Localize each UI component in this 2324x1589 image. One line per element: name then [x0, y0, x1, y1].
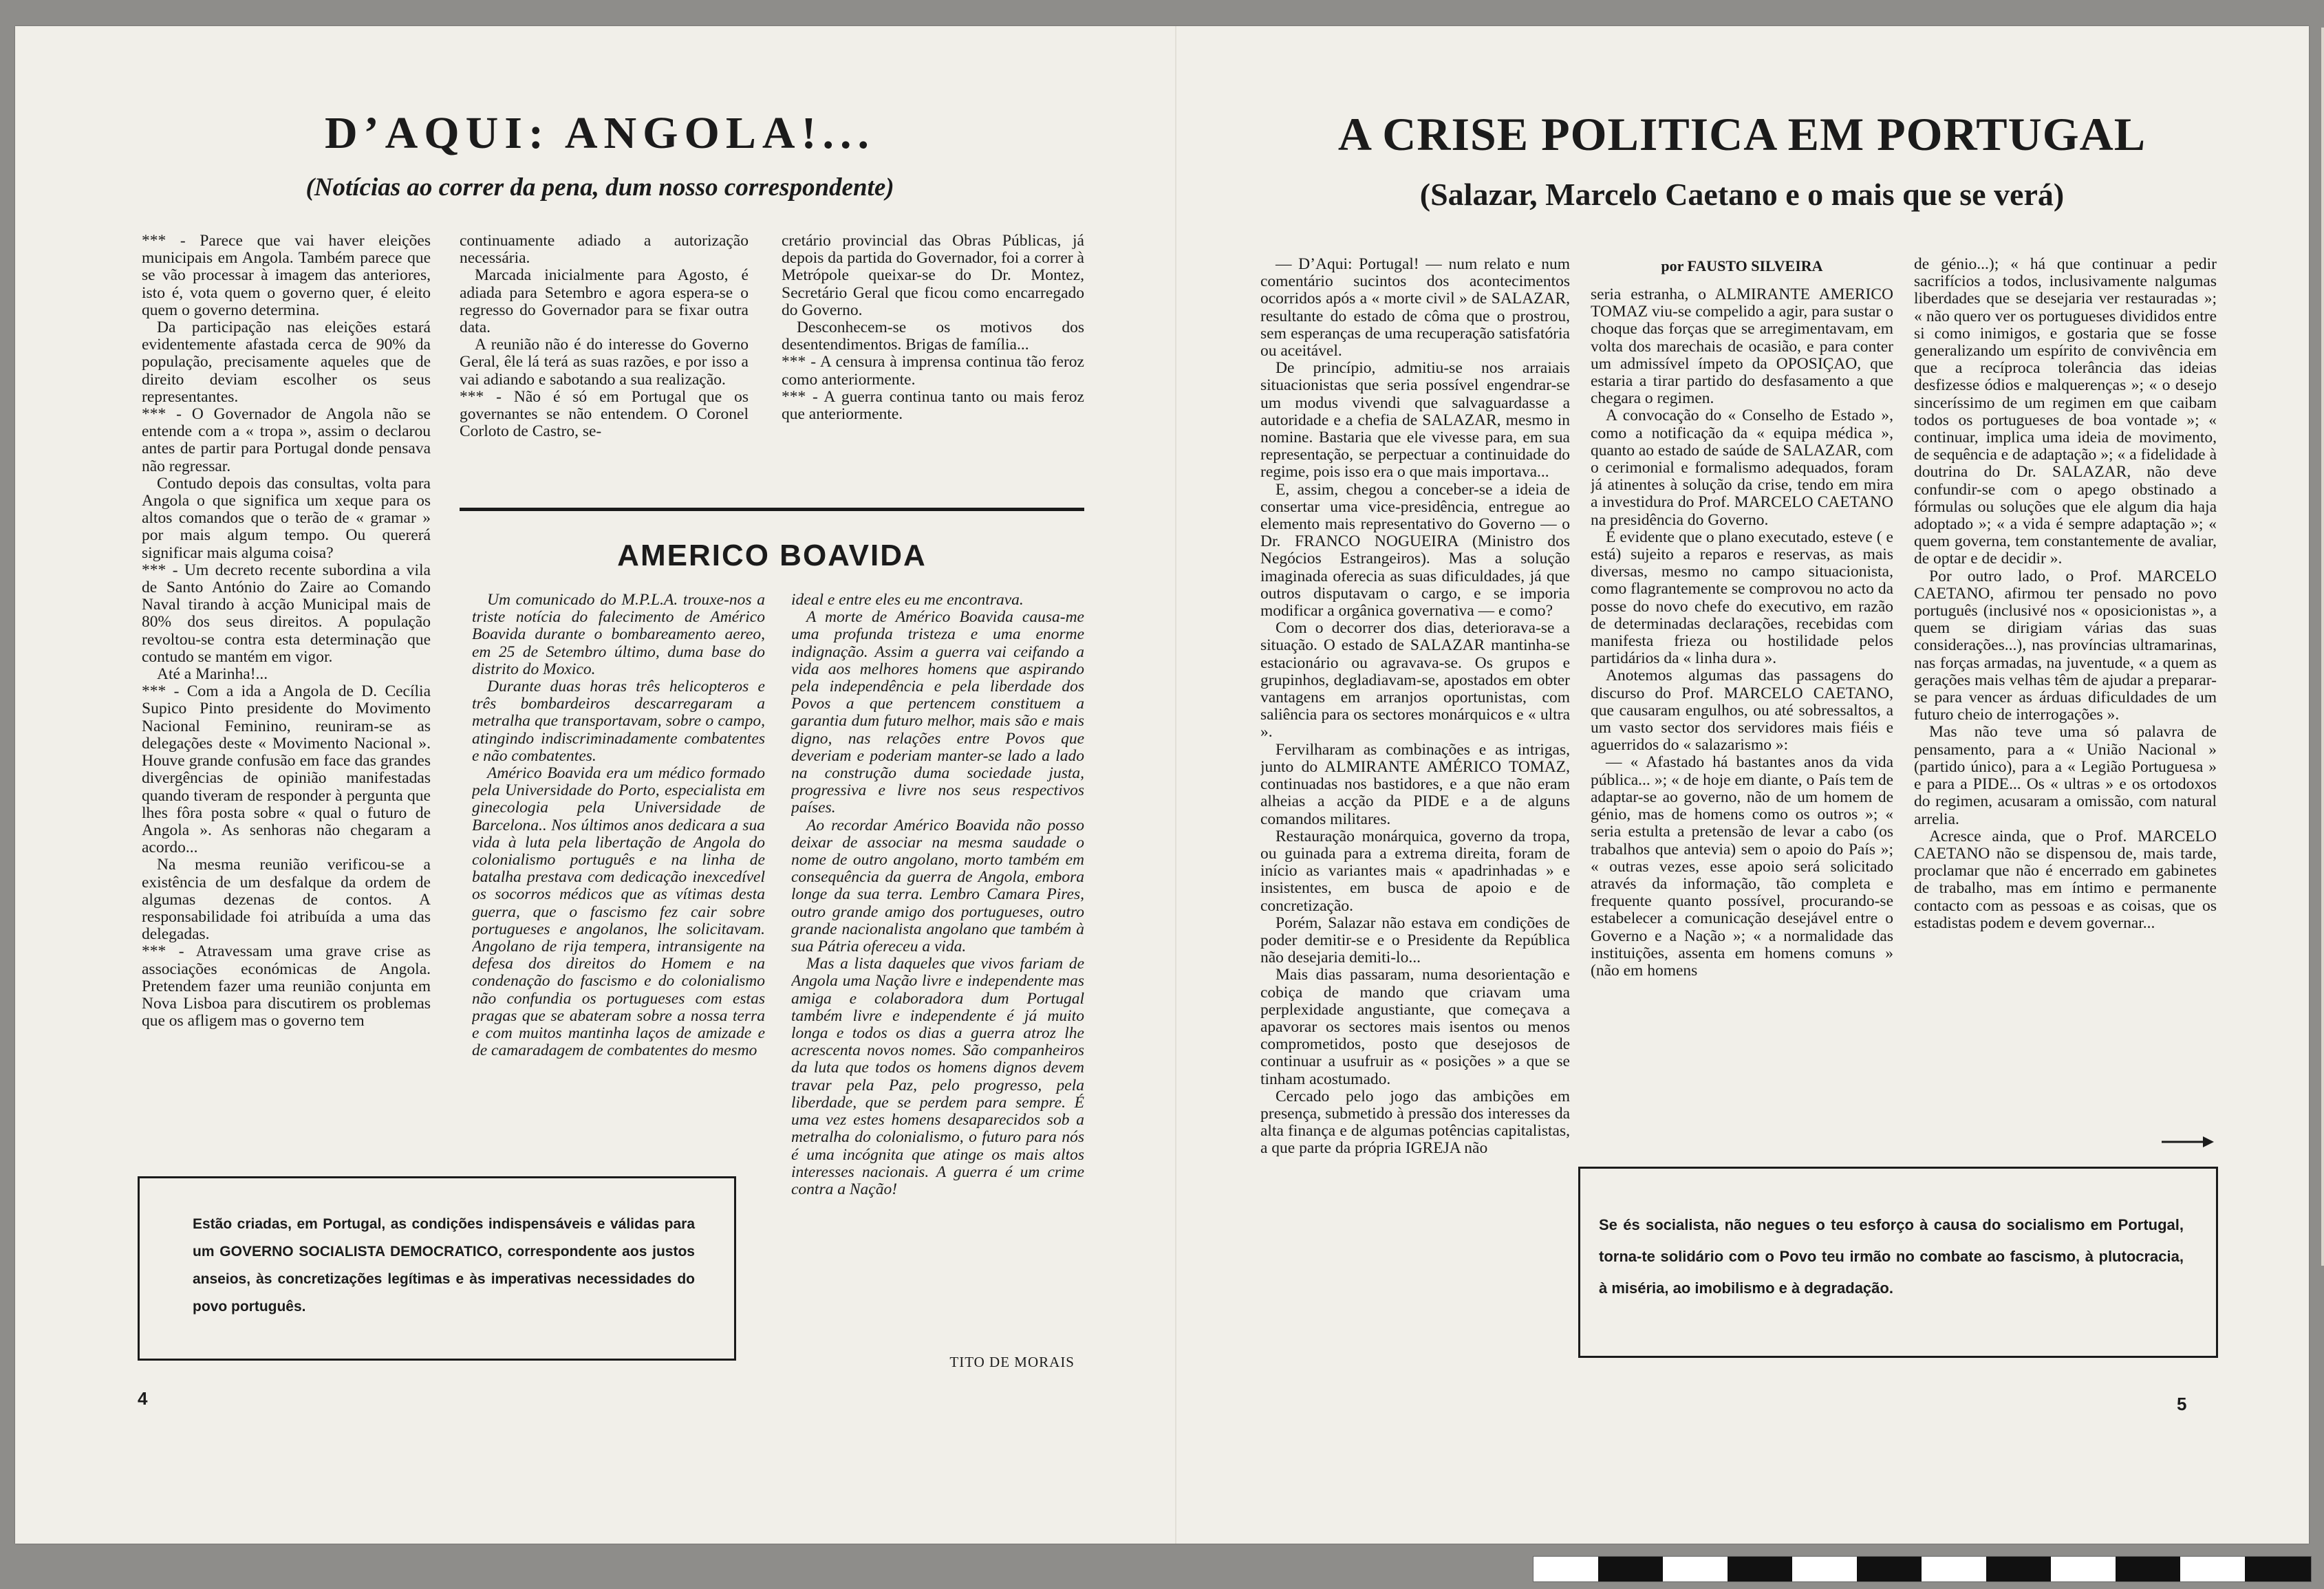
paragraph: ideal e entre eles eu me encontrava.: [791, 592, 1024, 609]
paragraph: Na mesma reunião verificou-se a existência de um desfalque da ordem de algumas dezenas de contos. A responsabilidade foi atribuída a uma das delegadas.: [142, 856, 431, 944]
paragraph: Durante duas horas três helicopteros e três bombardeiros descarregaram a metralha que transportavam, sobre o campo, atingindo indiscriminadamente combatentes e não combatentes.: [472, 678, 765, 765]
paragraph: Acresce ainda, que o Prof. MARCELO CAETANO não se dispensou de, mais tarde, proclamar que não é encerrado em gabinetes de trabalho, mas em íntimo e permanente contacto com as pessoas e as coisas, que os estadistas podem e devem governar...: [1914, 827, 2217, 932]
paragraph: E, assim, chegou a conceber-se a ideia de consertar uma vice-presidência, entregue ao elemento mais representativo do Governo — o Dr. FRANCO NOGUEIRA (Ministro dos Negócios Estrangeiros). Mas a solução imaginada oferecia as suas dificuldades, já que outros disputavam o cargo, e se imporia modificar a orgânica governativa — e como?: [1260, 480, 1570, 620]
boavida-title: AMERICO BOAVIDA: [617, 539, 927, 572]
paragraph: Desconhecem-se os motivos dos desentendimentos. Brigas de família...: [782, 318, 1084, 354]
paragraph: A reunião não é do interesse do Governo Geral, êle lá terá as suas razões, e por isso a vai adiando e sabotando a sua realização.: [460, 336, 749, 389]
boavida-column-2: [791, 592, 1084, 1361]
paragraph: Cercado pelo jogo das ambições em presença, submetido à pressão dos interesses da alta finança e de algumas potências capitalistas, a que parte da própria IGREJA não: [1260, 1087, 1570, 1158]
paragraph: *** - Parece que vai haver eleições municipais em Angola. Também parece que se vão processar à imagem das anteriores, isto é, vota quem o governo quer, é eleito quem o governo determina.: [142, 233, 431, 319]
paragraph: Américo Boavida era um médico formado pela Universidade do Porto, especialista em ginecologia pela Universidade de Barcelona.. Nos últimos anos dedicara a sua vida à luta pela libertação de Angola do colonialismo português e na linha de batalha prestava com dedicação inexcedível os socorros médicos que as vítimas desta guerra, que o fascismo fez cair sobre portugueses e angolanos, lhe solicitavam. Angolano de rija tempera, intransigente na defesa dos direitos do Homem e na condenação do fascismo e do colonialismo não confundia os portugueses com estas pragas que se abateram sobre a nossa terra e com muitos mantinha laços de amizade e de camaradagem de combatentes do mesmo: [472, 764, 765, 1060]
paragraph: Mas a lista daqueles que vivos fariam de Angola uma Nação livre e independente mas amiga e colaboradora dum Portugal também livre e independente é já muito longa e todos os dias a guerra atroz lhe acrescenta novos nomes. São companheiros da luta que todos os homens dignos devem travar pela Paz, pelo progresso, pela liberdade, que se perdem para sempre. É uma vez estes homens desaparecidos sob a metralha do colonialismo, o futuro para nós é uma incógnita que atinge os mais altos interesses nacionais. A guerra é um crime contra a Nação!: [791, 955, 1084, 1198]
scale-ruler: [1533, 1556, 2312, 1582]
right-page-subtitle: (Salazar, Marcelo Caetano e o mais que se verá): [1419, 177, 2065, 212]
paragraph: Anotemos algumas das passagens do discurso do Prof. MARCELO CAETANO, que causaram engulhos, ou até sobressaltos, a um vasto sector dos servidores mais fiéis e aguerridos do « salazarismo »:: [1591, 667, 1893, 755]
paragraph: Porém, Salazar não estava em condições de poder demitir-se e o Presidente da República não desejaria demiti-lo...: [1260, 914, 1570, 967]
left-statement-text: Estão criadas, em Portugal, as condições indispensáveis e válidas para um GOVERNO SOCIALISTA DEMOCRATICO, correspondente aos justos anseios, às concretizações legítimas e às imperativas necessidades do povo português.: [193, 1216, 695, 1315]
paragraph: É evidente que o plano executado, esteve ( e está) sujeito a reparos e reservas, as mais diversas, mesmo no campo situacionista, como flagrantemente se comprovou no acto da posse do novo chefe do executivo, em razão de determinadas declarações, recebidas com manifesta frieza ou hostilidade pelos partidários da « linha dura ».: [1591, 528, 1893, 668]
left-page-title: D’AQUI: ANGOLA!...: [325, 108, 875, 158]
paragraph: *** - Com a ida a Angola de D. Cecília Supico Pinto presidente do Movimento Nacional Feminino, reuniram-se as delegações deste « Movimento Nacional ». Houve grande confusão em face das grandes divergências de opinião manifestadas quando tiveram de responder à pergunta que lhes fôra posta sobre « qual o futuro de Angola ». As senhoras não chegaram a acordo...: [142, 682, 431, 857]
paragraph: A convocação do « Conselho de Estado », como a notificação da « equipa médica », quanto ao estado de saúde de SALAZAR, com o cerimonial e formalismo adequados, foram já atinentes à solução da crise, tendo em mira a investidura do Prof. MARCELO CAETANO na presidência do Governo.: [1591, 407, 1893, 529]
paragraph: — « Afastado há bastantes anos da vida pública... »; « de hoje em diante, o País tem de adaptar-se ao governo, não de um homem de génio, mas de homens como os outros »; « seria estulta a pretensão de levar a cabo (os trabalhos que antevia) sem o apoio do País »; « outras vezes, esse apoio será solicitado através da informação, tão completa e frequente quanto possível, procurando-se estabelecer a comunicação desejável entre o Governo e a Nação »; « a normalidade das instituições, assenta em homens comuns » (não em homens: [1591, 753, 1893, 980]
paragraph: seria estranha, o ALMIRANTE AMERICO TOMAZ viu-se compelido a agir, para sustar o choque das forças que se arregimentavam, em volta dos marechais de ocasião, e para conter um admissível ímpeto da OPOSIÇAO, que estaria a tirar partido do desfasamento a que chegara o regimen.: [1591, 286, 1893, 408]
paragraph: continuamente adiado a autorização necessária.: [460, 233, 749, 268]
paragraph: Contudo depois das consultas, volta para Angola o que significa um xeque para os altos comandos que o terão de « gramar » por mais algum tempo. Ou quererá significar mais alguma coisa?: [142, 474, 431, 562]
sheet-edge: [2321, 28, 2324, 1266]
boavida-signature: TITO DE MORAIS: [949, 1354, 1075, 1370]
paragraph: *** - Um decreto recente subordina a vila de Santo António do Zaire ao Comando Naval tirando à acção Municipal mais de 80% dos seus direitos. A população revoltou-se contra esta determinação que contudo se mantém em vigor.: [142, 561, 431, 666]
paragraph: A morte de Américo Boavida causa-me uma profunda tristeza e uma enorme indignação. Assim a guerra vai ceifando a vida aos melhores homens que aspirando pela independência e pela liberdade dos Povos a que pertencem constituem a garantia dum futuro melhor, mais são e mais digno, nas relações entre Povos que deveriam e poderiam manter-se lado a lado na construção duma sociedade justa, progressiva e livre nos seus respectivos países.: [791, 608, 1084, 817]
paragraph: *** - A guerra continua tanto ou mais feroz que anteriormente.: [782, 387, 1084, 424]
page-number-left: 4: [138, 1388, 148, 1409]
paragraph: Até a Marinha!...: [157, 665, 268, 684]
paragraph: De princípio, admitiu-se nos arraiais situacionistas que seria possível engendrar-se um modus vivendi que salvaguardasse a autoridade e a chefia de SALAZAR, mesmo in nomine. Bastaria que ele vivesse para, em sua representação, se perpectuar a continuidade do regime, pois isso era o que mais importava...: [1260, 359, 1570, 482]
crisis-column-3: [1914, 256, 2217, 1171]
byline: por FAUSTO SILVEIRA: [1661, 257, 1823, 274]
paragraph: *** - Atravessam uma grave crise as associações económicas de Angola. Pretendem fazer uma reunião conjunta em Nova Lisboa para discutirem os problemas que os afligem mas o governo tem: [142, 942, 431, 1030]
paragraph: *** - O Governador de Angola não se entende com a « tropa », assim o declarou antes de partir para Portugal donde pensava não regressar.: [142, 405, 431, 475]
center-fold: [1175, 26, 1176, 1544]
paragraph: Mais dias passaram, numa desorientação e cobiça de mando que criavam uma perplexidade angustiante, que começava a apavorar os sectores mais isentos ou menos comprometidos, posto que desejosos de continuar a usufruir as « posições » a que se tinham acostumado.: [1260, 966, 1570, 1088]
paragraph: *** - A censura à imprensa continua tão feroz como anteriormente.: [782, 353, 1084, 389]
angola-column-3: [782, 233, 1084, 494]
paragraph: Ao recordar Américo Boavida não posso deixar de associar na mesma saudade o nome de outro angolano, morto também em consequência da guerra de Angola, embora longe da sua terra. Lembro Camara Pires, outro grande amigo dos portugueses, outro grande nacionalista angolano que também à sua Pátria ofereceu a vida.: [791, 816, 1084, 956]
angola-column-2: [460, 233, 749, 494]
paragraph: Mas não teve uma só palavra de pensamento, para a « União Nacional » (partido único), para a « Legião Portuguesa » e para a PIDE... Os « ultras » e os ortodoxos do regimen, acusaram a omissão, com natural arrelia.: [1914, 723, 2217, 828]
right-statement-text: Se és socialista, não negues o teu esforço à causa do socialismo em Portugal, torna-te solidário com o Povo teu irmão no combate ao fascismo, à plutocracia, à miséria, ao imobilismo e à degradação.: [1599, 1216, 2184, 1297]
right-page-title: A CRISE POLITICA EM PORTUGAL: [1337, 108, 2147, 160]
newspaper-spread: [15, 26, 2309, 1544]
paragraph: Da participação nas eleições estará evidentemente afastada cerca de 90% da população, precisamente aqueles que de direito deviam escolher os seus representantes.: [142, 318, 431, 406]
paragraph: Restauração monárquica, governo da tropa, ou guinada para a extrema direita, foram de início as variantes mais « apadrinhadas » e insistentes, em busca de apoio e de concretização.: [1260, 827, 1570, 915]
paragraph: — D’Aqui: Portugal! — num relato e num comentário sucintos dos acontecimentos ocorridos após a « morte civil » de SALAZAR, resultante do estado de côma que o prostrou, sem esperanças de uma recuperação satisfatória ou aceitável.: [1260, 256, 1570, 360]
paragraph: Fervilharam as combinações e as intrigas, junto do ALMIRANTE AMÉRICO TOMAZ, continuadas nos bastidores, e a que não eram alheias a acção da PIDE e a de alguns comandos militares.: [1260, 740, 1570, 828]
left-page-subtitle: (Notícias ao correr da pena, dum nosso correspondente): [305, 173, 894, 202]
paragraph: Com o decorrer dos dias, deteriorava-se a situação. O estado de SALAZAR mantinha-se estacionário ou agravava-se. Os grupos e grupinhos, degladiavam-se, apostados em obter vantagens em arranjos oportunistas, com saliência para os sectores monárquicos e « ultra ».: [1260, 619, 1570, 742]
crisis-column-1: [1260, 256, 1570, 1361]
paragraph: Marcada inicialmente para Agosto, é adiada para Setembro e agora espera-se o regresso do Governador para se fixar outra data.: [460, 266, 749, 337]
paragraph: Um comunicado do M.P.L.A. trouxe-nos a triste notícia do falecimento de Américo Boavida durante o bombareamento aereo, em 25 de Setembro último, duma base do distrito do Moxico.: [472, 592, 765, 678]
angola-column-1: [142, 233, 431, 1168]
continued-arrow-icon: [2160, 1134, 2215, 1150]
paragraph: Por outro lado, o Prof. MARCELO CAETANO, afirmou ter pensado no povo português (inclusivé nos « oposicionistas », a quem se dirigiam várias das suas considerações...), nas províncias ultramarinas, nas forças armadas, na juventude, « a quem as gerações mais velhas têm de ajudar a preparar-se para vencer as árduas dificuldades de um futuro cheio de interrogações ».: [1914, 567, 2217, 724]
crisis-column-2: [1591, 286, 1893, 1146]
section-rule: [460, 508, 1084, 511]
paragraph: de génio...); « há que continuar a pedir sacrifícios a todos, inclusivamente nalgumas liberdades que se desejaria ver restauradas »; « não quero ver os portugueses divididos entre si como inimigos, e gostaria que se fosse generalizando um espírito de convivência em que a recíproca tolerância das ideias desfizesse ódios e malquerenças »; « o desejo sinceríssimo de um regimen em que caibam todos os portugueses de boa vontade »; « continuar, implica uma ideia de movimento, de sequência e de adaptação »; « a fidelidade à doutrina do Dr. SALAZAR, não deve confundir-se com o apego obstinado a fórmulas ou soluções que ele algum dia haja adoptado »; « a vida é sempre adaptação »; « quem governa, tem constantemente de avaliar, de optar e de decidir ».: [1914, 256, 2217, 568]
paragraph: cretário provincial das Obras Públicas, já depois da partida do Governador, foi a correr à Metrópole queixar-se do Dr. Montez, Secretário Geral que ficou como encarregado do Governo.: [782, 233, 1084, 319]
paragraph: *** - Não é só em Portugal que os governantes se não entendem. O Coronel Corloto de Castro, se-: [460, 387, 749, 441]
page-number-right: 5: [2177, 1394, 2187, 1414]
